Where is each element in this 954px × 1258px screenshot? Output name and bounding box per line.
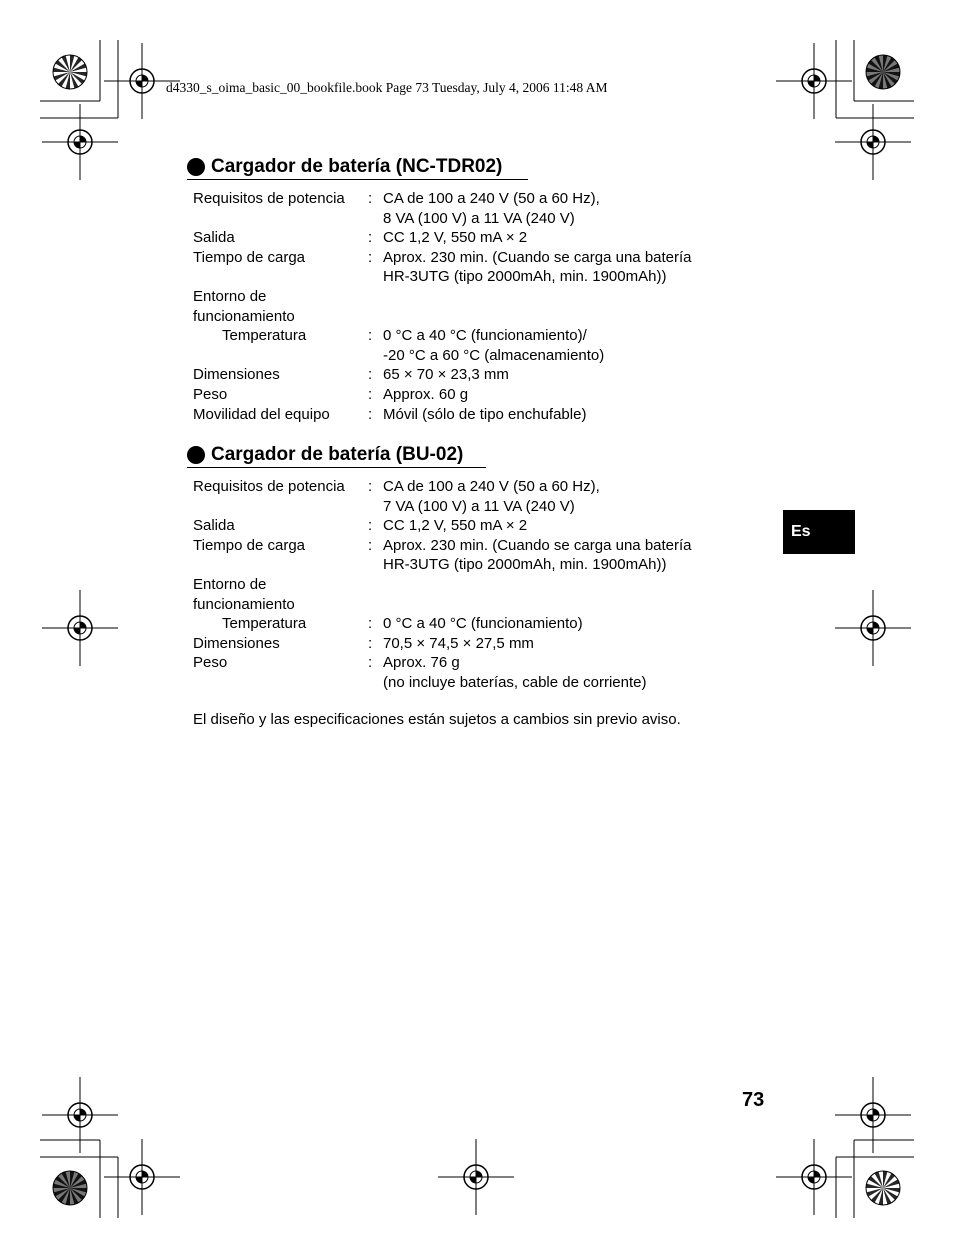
spec-value	[383, 536, 753, 575]
spec-value-line: Aprox. 230 min. (Cuando se carga una batería	[383, 248, 692, 266]
spec-colon: :	[368, 385, 373, 403]
section-title-bu-02	[187, 443, 463, 467]
spec-table-bu-02	[193, 477, 753, 693]
spec-label: Requisitos de potencia	[193, 190, 345, 207]
spec-label: funcionamiento	[193, 307, 295, 325]
spec-value	[383, 595, 753, 615]
spec-label: Entorno de	[193, 575, 267, 593]
registration-mark-icon	[42, 1077, 118, 1153]
spec-value-line: 7 VA (100 V) a 11 VA (240 V)	[383, 497, 575, 515]
specifications-notice: El diseño y las especificaciones están sujetos a cambios sin previo aviso.	[193, 711, 681, 728]
spec-value	[383, 189, 753, 228]
spec-row	[193, 614, 753, 634]
spec-value-line: Móvil (sólo de tipo enchufable)	[383, 405, 587, 423]
spec-table-nc-tdr02	[193, 189, 753, 424]
spec-colon	[368, 307, 383, 327]
spec-row	[193, 634, 753, 654]
bullet-icon	[187, 446, 205, 464]
spec-colon: :	[368, 327, 373, 345]
spec-row	[193, 287, 753, 307]
spec-value	[383, 307, 753, 327]
spec-colon: :	[368, 478, 373, 495]
registration-mark-icon	[835, 590, 911, 666]
registration-mark-icon	[776, 43, 852, 119]
spec-colon	[368, 595, 383, 615]
spec-row	[193, 228, 753, 248]
section-title-text: Cargador de batería (BU-02)	[211, 443, 463, 468]
spec-colon	[368, 575, 383, 595]
spec-value	[383, 326, 753, 365]
bullet-icon	[187, 158, 205, 176]
spec-colon: :	[368, 405, 373, 423]
spec-value-line: Aprox. 76 g	[383, 654, 460, 672]
spec-value-line	[383, 595, 753, 615]
spec-colon: :	[368, 654, 373, 672]
spec-colon: :	[368, 634, 373, 652]
registration-mark-icon	[776, 1139, 852, 1215]
spec-row	[193, 307, 753, 327]
spec-row	[193, 405, 753, 425]
spec-value-line: CA de 100 a 240 V (50 a 60 Hz),	[383, 478, 600, 495]
spec-value-line	[383, 287, 753, 307]
registration-mark-icon	[835, 1077, 911, 1153]
spec-value-line: CA de 100 a 240 V (50 a 60 Hz),	[383, 190, 600, 207]
spec-value-line: 8 VA (100 V) a 11 VA (240 V)	[383, 209, 575, 227]
spec-label: Movilidad del equipo	[193, 405, 330, 423]
starburst-target-icon	[866, 55, 900, 89]
spec-colon: :	[368, 536, 373, 554]
spec-row	[193, 653, 753, 692]
spec-label: Tiempo de carga	[193, 536, 306, 554]
spec-value	[383, 248, 753, 287]
spec-value	[383, 365, 753, 385]
spec-label: Peso	[193, 654, 228, 672]
starburst-target-icon	[53, 1171, 87, 1205]
spec-value	[383, 614, 753, 634]
spec-value-line: HR-3UTG (tipo 2000mAh, min. 1900mAh))	[383, 556, 667, 574]
spec-value-line: CC 1,2 V, 550 mA × 2	[383, 229, 528, 247]
section-rule	[187, 467, 486, 468]
spec-row	[193, 575, 753, 595]
spec-value-line: 0 °C a 40 °C (funcionamiento)/	[383, 327, 587, 345]
spec-value-line: Aprox. 230 min. (Cuando se carga una batería	[383, 536, 692, 554]
spec-row	[193, 365, 753, 385]
section-rule	[187, 179, 528, 180]
starburst-target-icon	[53, 55, 87, 89]
spec-value	[383, 575, 753, 595]
spec-value-line: 0 °C a 40 °C (funcionamiento)	[383, 615, 583, 633]
registration-mark-icon	[42, 590, 118, 666]
spec-row	[193, 385, 753, 405]
spec-label: Requisitos de potencia	[193, 478, 345, 495]
spec-colon	[368, 287, 383, 307]
spec-row	[193, 516, 753, 536]
spec-value	[383, 634, 753, 654]
spec-colon: :	[368, 366, 373, 384]
spec-value	[383, 405, 753, 425]
spec-label: Salida	[193, 517, 235, 535]
section-title-text: Cargador de batería (NC-TDR02)	[211, 155, 502, 180]
registration-mark-icon	[835, 104, 911, 180]
starburst-target-icon	[866, 1171, 900, 1205]
spec-label: Salida	[193, 229, 235, 247]
spec-value-line: -20 °C a 60 °C (almacenamiento)	[383, 346, 605, 364]
spec-label: Temperatura	[222, 615, 307, 633]
spec-row	[193, 595, 753, 615]
registration-mark-icon	[104, 1139, 180, 1215]
spec-value	[383, 653, 753, 692]
spec-value-line: CC 1,2 V, 550 mA × 2	[383, 517, 528, 535]
spec-row	[193, 248, 753, 287]
spec-colon: :	[368, 248, 373, 266]
spec-row	[193, 477, 753, 516]
spec-label: Tiempo de carga	[193, 248, 306, 266]
spec-colon: :	[368, 615, 373, 633]
spec-value	[383, 477, 753, 516]
section-title-nc-tdr02	[187, 155, 502, 179]
spec-row	[193, 536, 753, 575]
spec-label: Entorno de	[193, 287, 267, 305]
spec-label: Peso	[193, 385, 228, 403]
spec-value-line	[383, 307, 753, 327]
spec-row	[193, 326, 753, 365]
spec-label: Dimensiones	[193, 634, 280, 652]
spec-value-line: Approx. 60 g	[383, 385, 469, 403]
spec-row	[193, 189, 753, 228]
language-tab: Es	[783, 510, 855, 554]
page-number: 73	[742, 1089, 765, 1111]
spec-value	[383, 385, 753, 405]
spec-value-line: 70,5 × 74,5 × 27,5 mm	[383, 634, 534, 652]
spec-colon: :	[368, 190, 373, 207]
spec-value-line: 65 × 70 × 23,3 mm	[383, 366, 509, 384]
registration-mark-icon	[42, 104, 118, 180]
spec-label: Temperatura	[222, 327, 307, 345]
spec-label: funcionamiento	[193, 595, 295, 613]
spec-label: Dimensiones	[193, 366, 280, 384]
spec-value-line: HR-3UTG (tipo 2000mAh, min. 1900mAh))	[383, 268, 667, 286]
spec-value	[383, 516, 753, 536]
header-file-info: d4330_s_oima_basic_00_bookfile.book Page 73 Tuesday, July 4, 2006 11:48 AM	[166, 80, 608, 95]
spec-value-line	[383, 575, 753, 595]
spec-value-line: (no incluye baterías, cable de corriente)	[383, 673, 647, 691]
spec-colon: :	[368, 517, 373, 535]
spec-value	[383, 287, 753, 307]
spec-colon: :	[368, 229, 373, 247]
spec-value	[383, 228, 753, 248]
registration-mark-icon	[438, 1139, 514, 1215]
